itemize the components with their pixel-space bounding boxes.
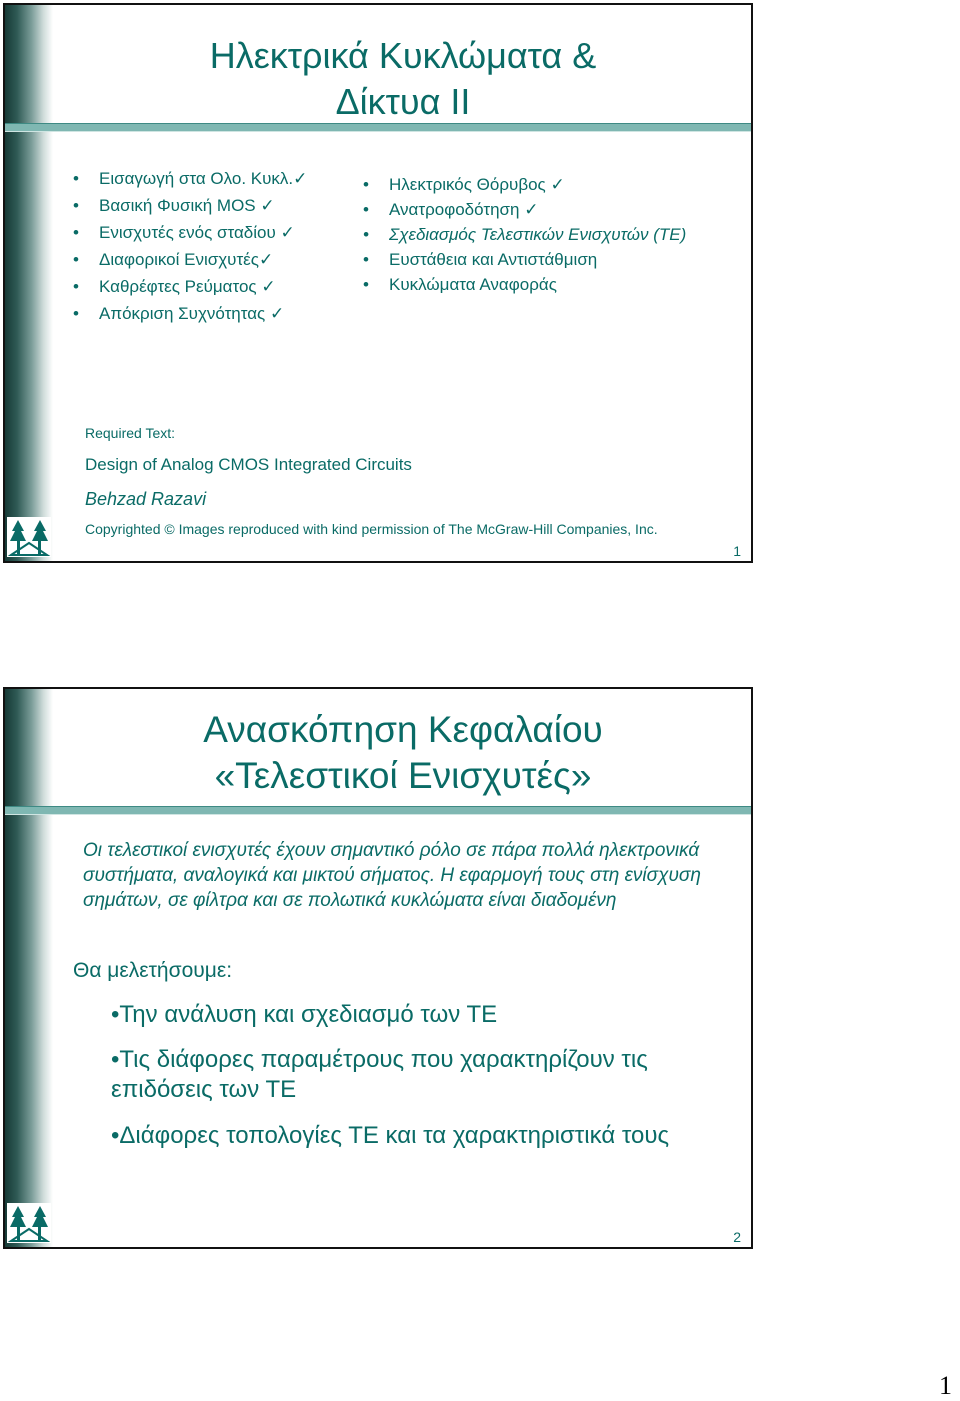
topic-list-item: [73, 165, 307, 192]
book-title: Design of Analog CMOS Integrated Circuits: [85, 455, 412, 474]
topic-label: Ηλεκτρικός Θόρυβος: [389, 175, 551, 194]
slide-number: 1: [733, 543, 741, 559]
bullet-icon: •: [73, 277, 79, 296]
check-icon: ✓: [280, 223, 295, 242]
topic-label: Απόκριση Συχνότητας: [99, 304, 270, 323]
check-icon: ✓: [550, 175, 565, 194]
topic-label: Ανατροφοδότηση: [389, 200, 525, 219]
topic-list-item: [73, 246, 307, 273]
slide-1: [3, 3, 753, 563]
bullet-icon: •: [363, 175, 369, 194]
topics-right-list: [363, 172, 686, 297]
topic-label: Διαφορικοί Ενισχυτές: [99, 250, 259, 269]
bullet-icon: •: [363, 250, 369, 269]
topic-label: Ενισχυτές ενός σταδίου: [99, 223, 281, 242]
slide-title: [65, 33, 741, 125]
check-icon: ✓: [261, 277, 276, 296]
slide-sidebar-gradient: [5, 5, 53, 561]
check-icon: ✓: [260, 196, 275, 215]
check-icon: ✓: [269, 304, 285, 323]
slide-title-line-1: Ανασκόπηση Κεφαλαίου: [203, 709, 603, 750]
topic-label: Βασική Φυσική MOS: [99, 196, 261, 215]
topic-list-item: [73, 273, 307, 300]
slide-title-line-2: Δίκτυα ΙΙ: [335, 81, 471, 122]
slide-title-line-1: Ηλεκτρικά Κυκλώματα &: [209, 35, 597, 76]
bullet-icon: •: [363, 200, 369, 219]
slide-number: 2: [733, 1229, 741, 1245]
slide-title: [65, 707, 741, 799]
topic-list-item: [363, 197, 686, 222]
required-text-label: Required Text:: [85, 425, 176, 441]
study-item: •Τις διάφορες παραμέτρους που χαρακτηρίζουν τις επιδόσεις των ΤΕ: [111, 1046, 648, 1103]
slide-2: [3, 687, 753, 1249]
study-item: •Διάφορες τοπολογίες ΤΕ και τα χαρακτηριστικά τους: [111, 1122, 670, 1149]
topic-label: Σχεδιασμός Τελεστικών Ενισχυτών (ΤΕ): [389, 225, 687, 244]
topic-label: Εισαγωγή στα Ολο. Κυκλ.: [99, 169, 294, 188]
slide-sidebar-gradient: [5, 689, 53, 1247]
topic-list-item: [73, 219, 307, 246]
bullet-icon: •: [363, 275, 369, 294]
slide-title-line-2: «Τελεστικοί Ενισχυτές»: [214, 755, 592, 796]
topic-list-item: [73, 192, 307, 219]
title-divider: [5, 123, 751, 132]
topic-list-item: [363, 247, 686, 272]
bullet-icon: •: [363, 225, 369, 244]
topic-label: Καθρέφτες Ρεύματος: [99, 277, 262, 296]
subheading: Θα μελετήσουμε:: [73, 959, 233, 982]
document-page-number: 1: [939, 1371, 952, 1400]
topic-list-item: [73, 300, 307, 327]
topics-left-list: [73, 165, 307, 327]
intro-paragraph: Οι τελεστικοί ενισχυτές έχουν σημαντικό ρόλο σε πάρα πολλά ηλεκτρονικά συστήματα, αναλογικά και μικτού σήματος. Η εφαρμογή τους στη ενίσχυση σημάτων, σε φίλτρα και σε πολωτικά κυκλώματα είναι διαδομένη: [83, 840, 701, 911]
check-icon: ✓: [293, 169, 308, 188]
topic-list-item: [363, 222, 686, 247]
bullet-icon: •: [73, 169, 79, 188]
topic-list-item: [363, 172, 686, 197]
study-item: •Την ανάλυση και σχεδιασμό των ΤΕ: [111, 1001, 498, 1028]
check-icon: ✓: [258, 250, 274, 269]
bullet-icon: •: [73, 250, 79, 269]
topic-label: Ευστάθεια και Αντιστάθμιση: [389, 250, 598, 269]
copyright-notice: Copyrighted © Images reproduced with kind permission of The McGraw-Hill Companies, Inc.: [85, 521, 658, 537]
topic-label: Κυκλώματα Αναφοράς: [389, 275, 557, 294]
title-divider: [5, 806, 751, 815]
book-author: Behzad Razavi: [85, 489, 207, 509]
bullet-icon: •: [73, 304, 79, 323]
check-icon: ✓: [524, 200, 539, 219]
bullet-icon: •: [73, 196, 79, 215]
topic-list-item: [363, 272, 686, 297]
bullet-icon: •: [73, 223, 79, 242]
university-tree-logo-icon: [7, 517, 51, 557]
university-tree-logo-icon: [7, 1203, 51, 1243]
